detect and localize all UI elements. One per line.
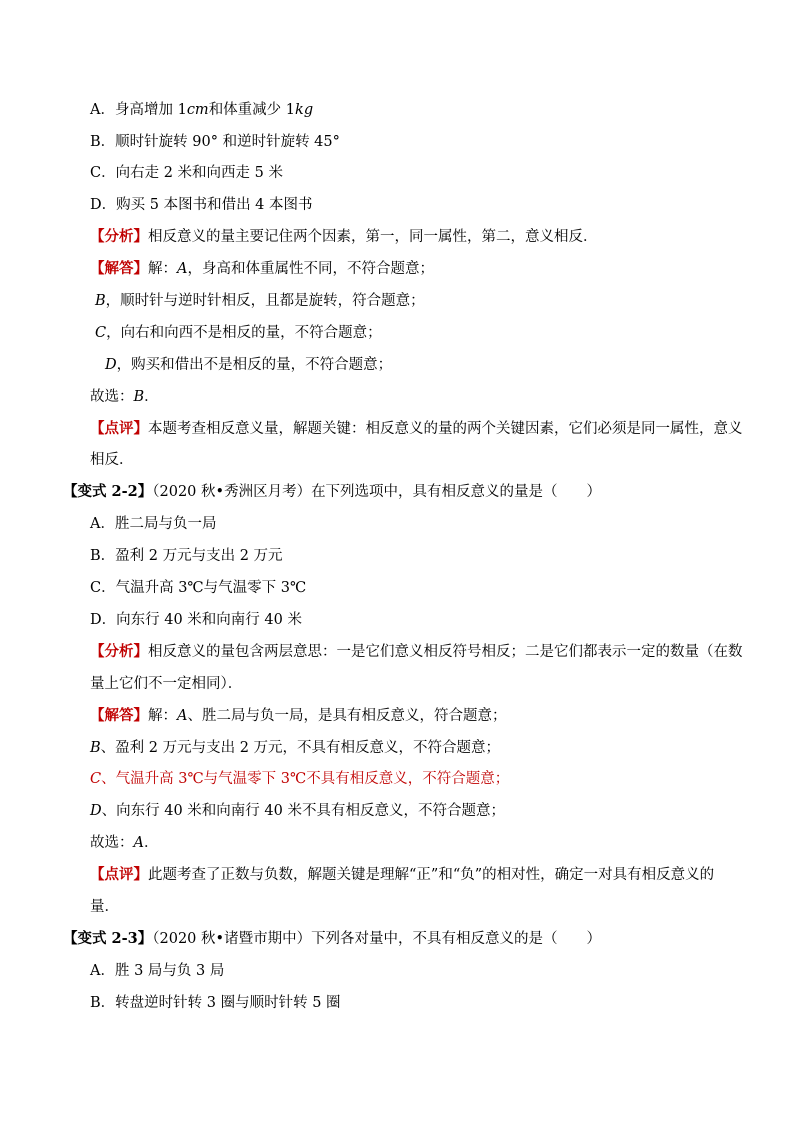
- text-run: 解：: [148, 708, 177, 724]
- section-tag: 【分析】: [90, 228, 148, 245]
- text-run: 、胜二局与负一局，是具有相反意义，符合题意；: [187, 708, 507, 724]
- section-tag: 【解答】: [90, 707, 148, 724]
- text-run: A．胜二局与负一局: [90, 516, 217, 532]
- option-d: [90, 195, 313, 215]
- text-run: C．向右走 2 米和向西走 5 米: [90, 165, 283, 181]
- answer-line-b: [95, 291, 425, 311]
- text-run: ．: [143, 835, 159, 851]
- text-run: ，身高和体重属性不同，不符合题意；: [187, 261, 434, 277]
- text-run: （2020 秋•诸暨市期中）下列各对量中，不具有相反意义的是（ ）: [152, 931, 602, 947]
- text-run: 此题考查了正数与负数，解题关键是理解“正”和“负”的相对性，确定一对具有相反意义的: [148, 867, 715, 883]
- option-b: [90, 993, 341, 1013]
- text-run: B: [90, 740, 101, 756]
- text-run: ，购买和借出不是相反的量，不符合题意；: [116, 357, 393, 373]
- analysis: [90, 227, 598, 247]
- text-run: 故选：: [90, 389, 134, 405]
- analysis-cont: [90, 674, 242, 694]
- option-d: [90, 610, 302, 630]
- text-run: D: [105, 357, 117, 373]
- choice: [90, 387, 159, 407]
- text-run: ．: [144, 389, 159, 405]
- comment: [90, 419, 743, 439]
- text-run: （2020 秋•秀洲区月考）在下列选项中，具有相反意义的量是（ ）: [152, 484, 602, 500]
- text-run: 和体重减少 1: [208, 102, 296, 118]
- answer-heading: [90, 259, 434, 279]
- text-run: 、盈利 2 万元与支出 2 万元，不具有相反意义，不符合题意；: [100, 740, 501, 756]
- text-run: B．顺时针旋转 90° 和逆时针旋转 45°: [90, 134, 340, 150]
- text-run: 【变式 2-3】: [63, 930, 153, 947]
- section-tag: 【分析】: [90, 643, 148, 660]
- text-run: D．向东行 40 米和向南行 40 米: [90, 612, 302, 628]
- analysis: [90, 642, 743, 662]
- section-tag: 【解答】: [90, 260, 148, 277]
- variant-2-3-title: [63, 929, 601, 949]
- text-run: B: [133, 389, 145, 405]
- text-run: 相反意义的量包含两层意思：一是它们意义相反符号相反；二是它们都表示一定的数量（在数: [148, 644, 743, 660]
- option-a: [90, 961, 224, 981]
- text-run: A．胜 3 局与负 3 局: [90, 963, 225, 979]
- answer-line-b: [90, 738, 500, 758]
- text-run: 、向东行 40 米和向南行 40 米不具有相反意义，不符合题意；: [101, 803, 505, 819]
- text-run: B: [95, 293, 106, 309]
- answer-line-c: [90, 769, 509, 789]
- text-run: 【变式 2-2】: [63, 483, 153, 500]
- option-b: [90, 132, 340, 152]
- text-run: C: [95, 325, 107, 341]
- text-run: C: [90, 771, 102, 787]
- text-run: 量．: [90, 899, 119, 915]
- text-run: B．盈利 2 万元与支出 2 万元: [90, 548, 283, 564]
- comment: [90, 865, 714, 885]
- option-c: [90, 578, 306, 598]
- section-tag: 【点评】: [90, 420, 148, 437]
- text-run: A: [177, 708, 188, 724]
- text-run: 故选：: [90, 835, 134, 851]
- comment-cont: [90, 450, 134, 470]
- text-run: A: [133, 835, 144, 851]
- text-run: D．购买 5 本图书和借出 4 本图书: [90, 197, 313, 213]
- text-run: kg: [295, 102, 314, 118]
- text-run: D: [90, 803, 102, 819]
- variant-2-2-title: [63, 482, 601, 502]
- option-b: [90, 546, 283, 566]
- text-run: cm: [186, 102, 209, 118]
- comment-cont: [90, 897, 119, 917]
- choice: [90, 833, 158, 853]
- text-run: B．转盘逆时针转 3 圈与顺时针转 5 圈: [90, 995, 341, 1011]
- text-run: A．身高增加 1: [90, 102, 187, 118]
- text-run: 解：: [148, 261, 177, 277]
- text-run: 相反．: [90, 452, 134, 468]
- text-run: 相反意义的量主要记住两个因素，第一，同一属性，第二，意义相反．: [148, 229, 598, 245]
- answer-line-d: [90, 801, 505, 821]
- text-run: 本题考查相反意义量，解题关键：相反意义的量的两个关键因素，它们必须是同一属性，意义: [148, 421, 743, 437]
- text-run: ，顺时针与逆时针相反，且都是旋转，符合题意；: [105, 293, 425, 309]
- text-run: 、气温升高 3℃与气温零下 3℃不具有相反意义，不符合题意；: [101, 771, 510, 787]
- option-c: [90, 163, 283, 183]
- answer-line-d: [105, 355, 392, 375]
- option-a: [90, 514, 216, 534]
- text-run: ，向右和向西不是相反的量，不符合题意；: [106, 325, 382, 341]
- option-a: [90, 100, 313, 120]
- answer-line-c: [95, 323, 382, 343]
- section-tag: 【点评】: [90, 866, 148, 883]
- answer-heading: [90, 706, 506, 726]
- text-run: C．气温升高 3℃与气温零下 3℃: [90, 580, 307, 596]
- text-run: A: [177, 261, 188, 277]
- text-run: 量上它们不一定相同）．: [90, 676, 243, 692]
